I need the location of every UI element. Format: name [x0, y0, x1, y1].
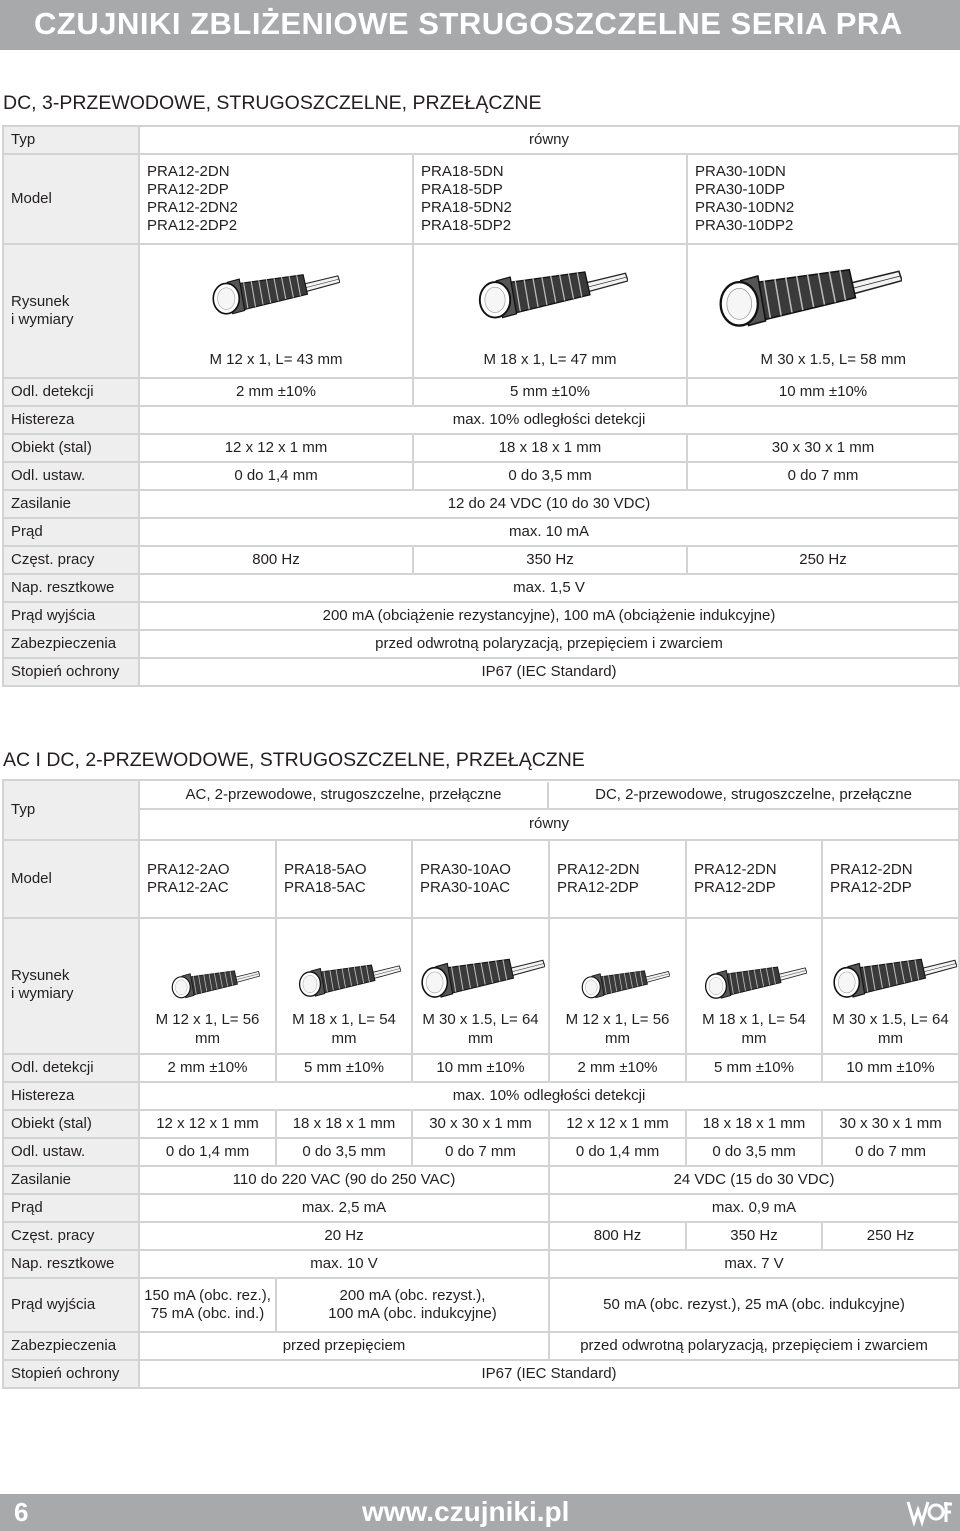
table-row — [3, 126, 959, 154]
drawing-caption: M 30 x 1.5, L= 58 mm — [760, 351, 907, 368]
value-cell: 0 do 3,5 mm — [413, 462, 687, 490]
value-cell: 200 mA (obc. rezyst.), 100 mA (obc. indukcyjne) — [276, 1278, 549, 1332]
value-cell: 12 x 12 x 1 mm — [139, 1110, 276, 1138]
model-cell: PRA12-2DN PRA12-2DP — [686, 840, 822, 918]
value-cell: 200 mA (obciążenie rezystancyjne), 100 mA (obciążenie indukcyjne) — [139, 602, 959, 630]
value-cell: 0 do 1,4 mm — [139, 462, 413, 490]
row-label-odl-detekcji: Odl. detekcji — [3, 378, 139, 406]
website-link[interactable]: www.czujniki.pl — [362, 1496, 570, 1527]
drawing-caption: M 12 x 1, L= 43 mm — [209, 351, 343, 368]
value-cell: 2 mm ±10% — [139, 1054, 276, 1082]
value-cell: 12 do 24 VDC (10 do 30 VDC) — [139, 490, 959, 518]
value-cell: 24 VDC (15 do 30 VDC) — [549, 1166, 959, 1194]
value-cell: 5 mm ±10% — [413, 378, 687, 406]
value-cell: 30 x 30 x 1 mm — [822, 1110, 959, 1138]
page-number: 6 — [14, 1497, 29, 1527]
row-label-nap: Nap. resztkowe — [3, 1250, 139, 1278]
value-cell: 250 Hz — [687, 546, 959, 574]
value-cell: max. 1,5 V — [139, 574, 959, 602]
row-label-prad-wyjscia: Prąd wyjścia — [3, 602, 139, 630]
row-label-czest: Częst. pracy — [3, 1222, 139, 1250]
value-cell: 2 mm ±10% — [139, 378, 413, 406]
drawing-cell — [139, 244, 413, 378]
sensor-drawing-icon — [716, 248, 902, 338]
drawing-caption: M 30 x 1.5, L= 64 mm — [832, 1011, 949, 1047]
sensor-drawing-icon — [170, 960, 260, 1004]
table-row — [3, 840, 959, 918]
drawing-caption: M 30 x 1.5, L= 64 mm — [422, 1011, 539, 1047]
table-row — [3, 490, 959, 518]
table-row — [3, 1166, 959, 1194]
drawing-caption: M 12 x 1, L= 56 mm — [565, 1011, 670, 1047]
section1-table — [2, 125, 960, 687]
value-cell: 150 mA (obc. rez.), 75 mA (obc. ind.) — [139, 1278, 276, 1332]
model-cell: PRA12-2DN PRA12-2DP PRA12-2DN2 PRA12-2DP2 — [139, 154, 413, 244]
table-row — [3, 1054, 959, 1082]
value-cell: 0 do 1,4 mm — [139, 1138, 276, 1166]
company-logo-icon — [906, 1496, 954, 1528]
value-cell: IP67 (IEC Standard) — [139, 658, 959, 686]
model-cell: PRA18-5DN PRA18-5DP PRA18-5DN2 PRA18-5DP2 — [413, 154, 687, 244]
table-row — [3, 1332, 959, 1360]
row-label-odl-ustaw: Odl. ustaw. — [3, 462, 139, 490]
table-row — [3, 154, 959, 244]
sensor-drawing-icon — [703, 954, 807, 1006]
table-row — [3, 406, 959, 434]
sensor-drawing-icon — [297, 952, 401, 1004]
table-row — [3, 244, 959, 378]
sensor-drawing-icon — [831, 944, 957, 1006]
row-label-czest: Częst. pracy — [3, 546, 139, 574]
row-label-odl-detekcji: Odl. detekcji — [3, 1054, 139, 1082]
table-row — [3, 602, 959, 630]
row-label-nap: Nap. resztkowe — [3, 574, 139, 602]
row-label-model: Model — [3, 840, 139, 918]
value-cell: 0 do 1,4 mm — [549, 1138, 686, 1166]
page-header-bar — [0, 0, 960, 50]
row-label-model: Model — [3, 154, 139, 244]
row-label-stopien: Stopień ochrony — [3, 658, 139, 686]
row-label-histereza: Histereza — [3, 406, 139, 434]
value-cell: 18 x 18 x 1 mm — [276, 1110, 412, 1138]
table-row — [3, 1082, 959, 1110]
value-cell: 0 do 7 mm — [687, 462, 959, 490]
table-row — [3, 1278, 959, 1332]
table-row — [3, 780, 959, 840]
model-cell: PRA30-10DN PRA30-10DP PRA30-10DN2 PRA30-10DP2 — [687, 154, 959, 244]
table-row — [3, 1250, 959, 1278]
row-label-stopien: Stopień ochrony — [3, 1360, 139, 1388]
table-row — [3, 574, 959, 602]
row-label-zasilanie: Zasilanie — [3, 490, 139, 518]
model-cell: PRA12-2DN PRA12-2DP — [549, 840, 686, 918]
typ-value: równy — [529, 815, 570, 832]
drawing-cell — [549, 918, 686, 1054]
value-cell: 0 do 7 mm — [412, 1138, 549, 1166]
value-cell: max. 10% odległości detekcji — [139, 1082, 959, 1110]
value-cell: 10 mm ±10% — [412, 1054, 549, 1082]
value-cell: max. 0,9 mA — [549, 1194, 959, 1222]
row-label-typ: Typ — [3, 126, 139, 154]
typ-cell — [139, 780, 959, 840]
table-row — [3, 658, 959, 686]
value-cell: 250 Hz — [822, 1222, 959, 1250]
value-cell: 0 do 3,5 mm — [686, 1138, 822, 1166]
drawing-cell — [413, 244, 687, 378]
sensor-drawing-icon — [476, 254, 628, 328]
value-cell: przed przepięciem — [139, 1332, 549, 1360]
value-cell: 110 do 220 VAC (90 do 250 VAC) — [139, 1166, 549, 1194]
value-cell: 12 x 12 x 1 mm — [549, 1110, 686, 1138]
value-cell: max. 10 mA — [139, 518, 959, 546]
model-cell: PRA30-10AO PRA30-10AC — [412, 840, 549, 918]
value-cell: 350 Hz — [686, 1222, 822, 1250]
section2-title: AC I DC, 2-PRZEWODOWE, STRUGOSZCZELNE, PRZEŁĄCZNE — [3, 749, 585, 771]
page-footer-bar — [0, 1494, 960, 1531]
table-row — [3, 1194, 959, 1222]
row-label-rysunek: Rysunek i wymiary — [3, 918, 139, 1054]
table-row — [3, 518, 959, 546]
value-cell: 10 mm ±10% — [687, 378, 959, 406]
row-label-typ: Typ — [3, 780, 139, 840]
value-cell: 800 Hz — [549, 1222, 686, 1250]
drawing-caption: M 18 x 1, L= 47 mm — [483, 351, 617, 368]
row-label-prad-wyjscia: Prąd wyjścia — [3, 1278, 139, 1332]
table-row — [3, 462, 959, 490]
row-label-obiekt: Obiekt (stal) — [3, 1110, 139, 1138]
table-row — [3, 1222, 959, 1250]
model-cell: PRA18-5AO PRA18-5AC — [276, 840, 412, 918]
table-row — [3, 630, 959, 658]
value-cell: 0 do 3,5 mm — [276, 1138, 412, 1166]
table-row — [3, 378, 959, 406]
value-cell: 18 x 18 x 1 mm — [686, 1110, 822, 1138]
drawing-caption: M 12 x 1, L= 56 mm — [155, 1011, 260, 1047]
value-cell: 18 x 18 x 1 mm — [413, 434, 687, 462]
drawing-caption: M 18 x 1, L= 54 mm — [292, 1011, 396, 1047]
value-cell: max. 7 V — [549, 1250, 959, 1278]
value-cell: 5 mm ±10% — [276, 1054, 412, 1082]
sensor-drawing-icon — [210, 260, 340, 322]
value-cell: 50 mA (obc. rezyst.), 25 mA (obc. indukcyjne) — [549, 1278, 959, 1332]
typ-ac: AC, 2-przewodowe, strugoszczelne, przełączne — [140, 782, 549, 810]
row-label-prad: Prąd — [3, 1194, 139, 1222]
value-cell: 20 Hz — [139, 1222, 549, 1250]
table-row — [3, 434, 959, 462]
value-cell: max. 2,5 mA — [139, 1194, 549, 1222]
value-cell: 10 mm ±10% — [822, 1054, 959, 1082]
page-title: CZUJNIKI ZBLIŻENIOWE STRUGOSZCZELNE SERIA PRA — [34, 6, 903, 41]
value-cell: 30 x 30 x 1 mm — [412, 1110, 549, 1138]
value-cell: 2 mm ±10% — [549, 1054, 686, 1082]
value-cell: 12 x 12 x 1 mm — [139, 434, 413, 462]
typ-dc: DC, 2-przewodowe, strugoszczelne, przełączne — [549, 782, 958, 810]
table-row — [3, 1360, 959, 1388]
sensor-drawing-icon — [580, 960, 670, 1004]
value-cell: max. 10% odległości detekcji — [139, 406, 959, 434]
drawing-cell — [276, 918, 412, 1054]
drawing-caption: M 18 x 1, L= 54 mm — [702, 1011, 806, 1047]
table-row — [3, 1110, 959, 1138]
row-label-obiekt: Obiekt (stal) — [3, 434, 139, 462]
row-label-rysunek: Rysunek i wymiary — [3, 244, 139, 378]
drawing-cell — [139, 918, 276, 1054]
section2-table — [2, 779, 960, 1389]
value-cell: 350 Hz — [413, 546, 687, 574]
table-row — [3, 546, 959, 574]
drawing-cell — [687, 244, 959, 378]
row-label-zabezpieczenia: Zabezpieczenia — [3, 1332, 139, 1360]
drawing-cell — [822, 918, 959, 1054]
model-cell: PRA12-2DN PRA12-2DP — [822, 840, 959, 918]
row-label-odl-ustaw: Odl. ustaw. — [3, 1138, 139, 1166]
row-label-zasilanie: Zasilanie — [3, 1166, 139, 1194]
model-cell: PRA12-2AO PRA12-2AC — [139, 840, 276, 918]
value-cell: IP67 (IEC Standard) — [139, 1360, 959, 1388]
row-label-histereza: Histereza — [3, 1082, 139, 1110]
value-cell: 0 do 7 mm — [822, 1138, 959, 1166]
value-cell: przed odwrotną polaryzacją, przepięciem i zwarciem — [139, 630, 959, 658]
table-row — [3, 1138, 959, 1166]
value-cell: przed odwrotną polaryzacją, przepięciem i zwarciem — [549, 1332, 959, 1360]
sensor-drawing-icon — [419, 944, 545, 1006]
row-label-zabezpieczenia: Zabezpieczenia — [3, 630, 139, 658]
row-label-prad: Prąd — [3, 518, 139, 546]
value-cell: 30 x 30 x 1 mm — [687, 434, 959, 462]
drawing-cell — [412, 918, 549, 1054]
table-row — [3, 918, 959, 1054]
typ-value: równy — [139, 126, 959, 154]
value-cell: max. 10 V — [139, 1250, 549, 1278]
value-cell: 800 Hz — [139, 546, 413, 574]
section1-title: DC, 3-PRZEWODOWE, STRUGOSZCZELNE, PRZEŁĄCZNE — [3, 92, 542, 114]
drawing-cell — [686, 918, 822, 1054]
value-cell: 5 mm ±10% — [686, 1054, 822, 1082]
